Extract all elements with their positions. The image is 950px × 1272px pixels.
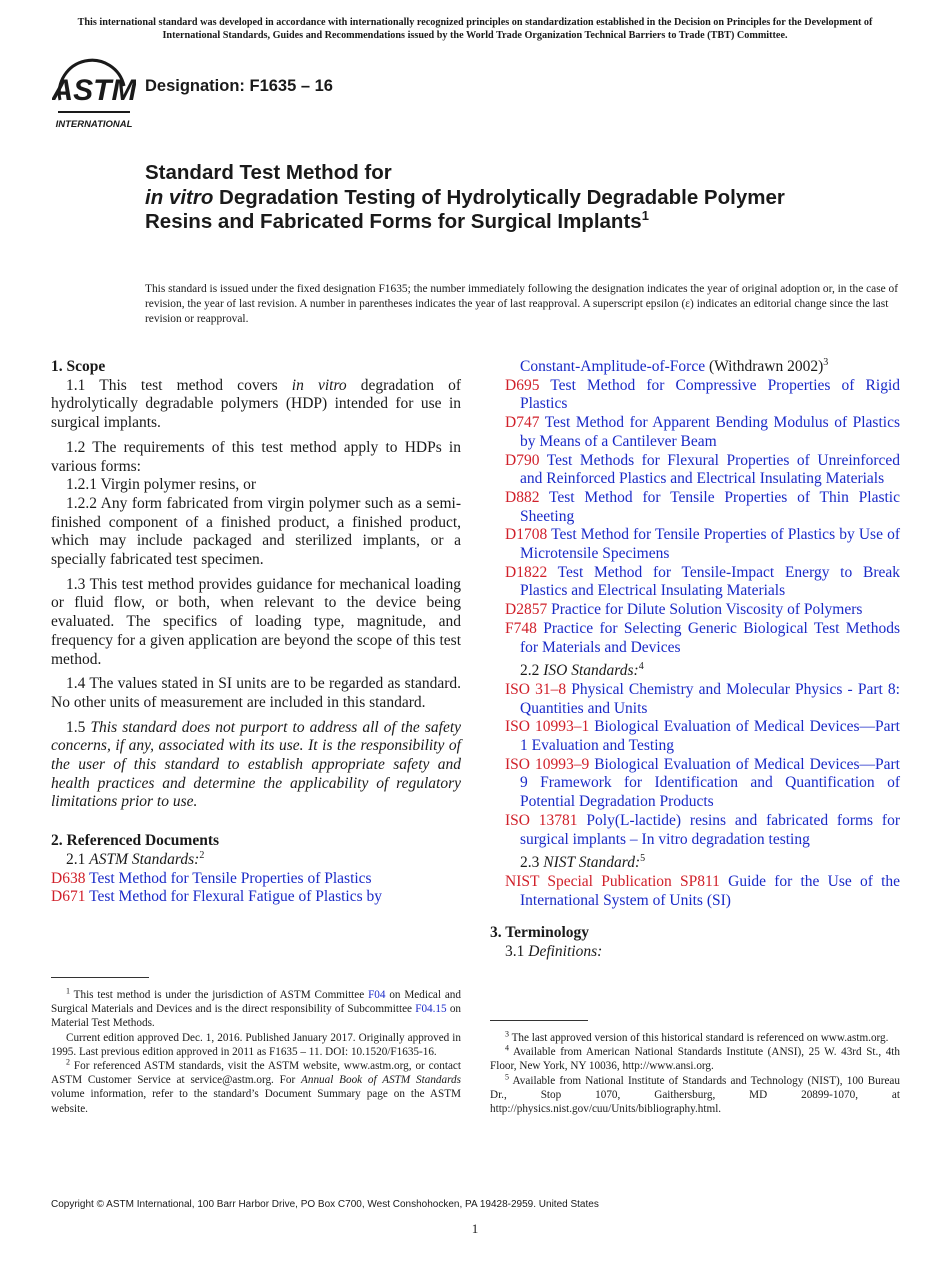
reference-d638[interactable]: D638 Test Method for Tensile Properties of Plastics: [51, 869, 372, 887]
footnote-1-edition: Current edition approved Dec. 1, 2016. Published January 2017. Originally approved in 1995. Last previous edition approved in 2011 as F1635 – 11. DOI: 10.1520/F1635-16.: [51, 1031, 461, 1058]
reference-d1822[interactable]: D1822 Test Method for Tensile-Impact Energy to Break Plastics and Electrical Insulating Materials: [505, 563, 900, 600]
reference-d695[interactable]: D695 Test Method for Compressive Properties of Rigid Plastics: [505, 376, 900, 413]
section-heading-referenced-documents: 2. Referenced Documents: [51, 832, 220, 850]
iso-standards-label: 2.2 ISO Standards:$^4$: [520, 661, 644, 680]
svg-text:INTERNATIONAL: INTERNATIONAL: [55, 119, 133, 130]
right-column: [490, 356, 901, 962]
subcommittee-link[interactable]: F04.15: [415, 1003, 447, 1016]
reference-d671-part1[interactable]: D671 Test Method for Flexural Fatigue of Plastics by: [51, 888, 383, 906]
reference-d2857[interactable]: D2857 Practice for Dilute Solution Viscosity of Polymers: [505, 601, 863, 619]
scope-1-4: 1.4 The values stated in SI units are to be regarded as standard. No other units of measurement are included in this standard.: [51, 675, 461, 711]
footnote-2: $^2$ For referenced ASTM standards, visit the ASTM website, www.astm.org, or contact ASTM Customer Service at service@astm.org. For Annual Book of ASTM Standards volume information, refer to the standard’s Document Summary page on the ASTM website.: [51, 1057, 461, 1115]
section-heading-terminology: 3. Terminology: [490, 924, 590, 942]
nist-standard-label: 2.3 NIST Standard:$^5$: [520, 853, 646, 872]
reference-iso-10993-1[interactable]: ISO 10993–1 Biological Evaluation of Medical Devices—Part 1 Evaluation and Testing: [505, 718, 900, 755]
reference-iso-13781[interactable]: ISO 13781 Poly(L-lactide) resins and fabricated forms for surgical implants – In vitro degradation testing: [505, 811, 900, 848]
scope-1-2-2: 1.2.2 Any form fabricated from virgin polymer such as a semi-finished component of a finished product, a finished product, which may include packaged and sterilized implants, or a specially fabricated test specimen.: [51, 494, 461, 569]
title-footnote-mark: 1: [641, 208, 649, 224]
footnotes-right: [490, 1031, 900, 1116]
terminology-definitions: 3.1 Definitions:: [505, 943, 603, 961]
committee-link[interactable]: F04: [368, 989, 386, 1001]
section-heading-scope: 1. Scope: [51, 358, 106, 375]
issue-note: This standard is issued under the fixed designation F1635; the number immediately following the designation indicates the year of original adoption or, in the case of revision, the year of last revision. A number in parentheses indicates the year of last reapproval. A superscript epsilon (ε) indicates an editorial change since the last revision or reapproval.: [145, 283, 899, 325]
footnote-rule-left: [51, 977, 149, 978]
scope-1-2: 1.2 The requirements of this test method apply to HDPs in various forms:: [51, 438, 461, 475]
svg-text:ASTM: ASTM: [52, 74, 136, 107]
designation: Designation: F1635 – 16: [145, 77, 333, 95]
title-line-2: [145, 186, 845, 235]
footnote-1: $^1$ This test method is under the jurisdiction of ASTM Committee F04 on Medical and Surgical Materials and Devices and is the direct responsibility of Subcommittee F04.15 on Material Test Methods.: [51, 986, 462, 1030]
reference-iso-10993-9[interactable]: ISO 10993–9 Biological Evaluation of Medical Devices—Part 9 Framework for Identification and Quantification of Potential Degradation Products: [505, 755, 900, 811]
footnote-4: $^4$ Available from American National Standards Institute (ANSI), 25 W. 43rd St., 4th Floor, New York, NY 10036, http://www.ansi.org.: [490, 1043, 900, 1073]
title-line-1: Standard Test Method for: [145, 161, 392, 184]
footnote-3: $^3$ The last approved version of this historical standard is referenced on www.astm.org.: [505, 1029, 889, 1044]
scope-1-5: 1.5 This standard does not purport to address all of the safety concerns, if any, associated with its use. It is the responsibility of the user of this standard to establish appropriate safety and health practices and determine the applicability of regulatory limitations prior to use.: [51, 718, 462, 811]
reference-nist-sp811[interactable]: NIST Special Publication SP811 Guide for the Use of the International System of Units (SI): [505, 872, 901, 909]
document-title: [145, 161, 845, 235]
astm-logo: [52, 56, 136, 132]
footnote-rule-right: [490, 1020, 588, 1021]
footnote-5: $^5$ Available from National Institute of Standards and Technology (NIST), 100 Bureau Dr., Stop 1070, Gaithersburg, MD 20899-1070, at http://physics.nist.gov/cuu/Units/bibliography.html.: [490, 1071, 900, 1116]
title-italic: in vitro: [145, 185, 214, 209]
reference-d790[interactable]: D790 Test Methods for Flexural Properties of Unreinforced and Reinforced Plastics and Electrical Insulating Materials: [505, 451, 900, 488]
trade-notice: This international standard was developed in accordance with internationally recognized principles on standardization established in the Decision on Principles for the Development of International Standards, Guides and Recommendations issued by the World Trade Organization Technical Barriers to Trade (TBT) Committee.: [77, 17, 873, 41]
scope-1-2-1: 1.2.1 Virgin polymer resins, or: [66, 476, 257, 494]
copyright-notice: Copyright © ASTM International, 100 Barr Harbor Drive, PO Box C700, West Conshohocken, PA 19428-2959. United States: [51, 1199, 599, 1210]
title-rest: Degradation Testing of Hydrolytically Degradable Polymer Resins and Fabricated Forms for Surgical Implants: [145, 185, 785, 233]
reference-d882[interactable]: D882 Test Method for Tensile Properties of Thin Plastic Sheeting: [505, 488, 900, 525]
astm-standards-label: 2.1 ASTM Standards:$^2$: [66, 849, 205, 868]
reference-d671-part2[interactable]: Constant-Amplitude-of-Force (Withdrawn 2002)$^3$: [520, 356, 829, 375]
page-number: 1: [471, 1221, 479, 1236]
reference-d1708[interactable]: D1708 Test Method for Tensile Properties of Plastics by Use of Microtensile Specimens: [505, 526, 900, 563]
reference-iso-31-8[interactable]: ISO 31–8 Physical Chemistry and Molecular Physics - Part 8: Quantities and Units: [505, 680, 900, 717]
left-column: [51, 358, 461, 907]
scope-1-1: 1.1 This test method covers in vitro degradation of hydrolytically degradable polymers (HDP) intended for use in surgical implants.: [51, 376, 461, 432]
reference-d747[interactable]: D747 Test Method for Apparent Bending Modulus of Plastics by Means of a Cantilever Beam: [505, 414, 900, 450]
scope-1-3: 1.3 This test method provides guidance for mechanical loading or fluid flow, or both, when relevant to the device being evaluated. The specifics of loading type, magnitude, and frequency for a given application are beyond the scope of this test method.: [51, 575, 461, 668]
reference-f748[interactable]: F748 Practice for Selecting Generic Biological Test Methods for Materials and Devices: [505, 619, 900, 656]
footnotes-left: [51, 988, 461, 1116]
